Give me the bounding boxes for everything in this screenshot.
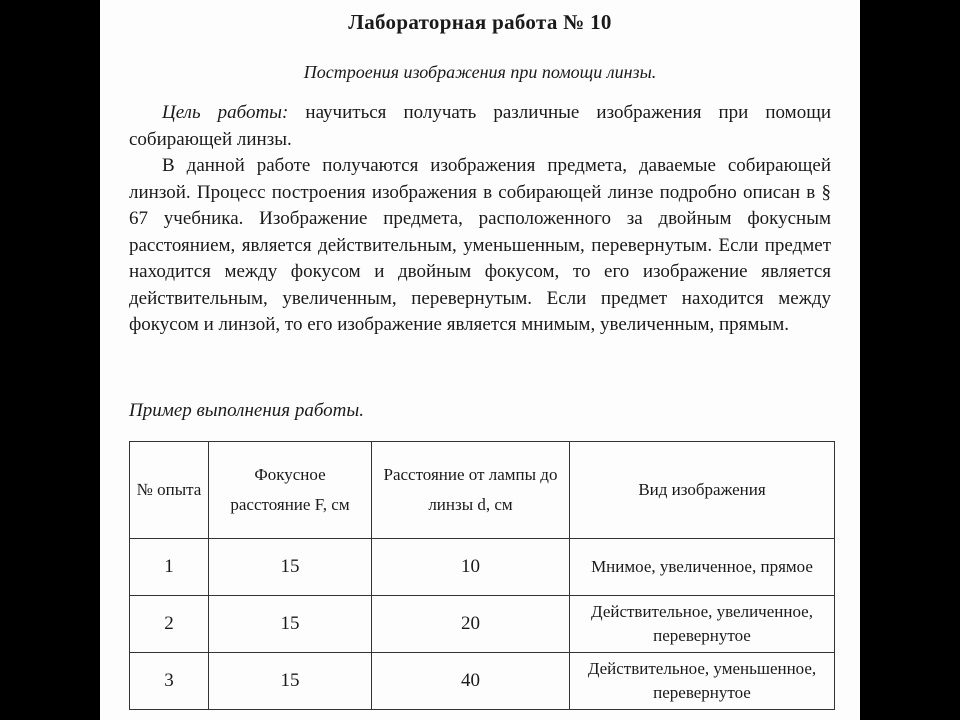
cell-image-type: Мнимое, увеличенное, прямое	[570, 539, 835, 596]
cell-number: 1	[130, 539, 209, 596]
page-subtitle: Построения изображения при помощи линзы.	[303, 62, 657, 82]
table-row	[130, 539, 835, 596]
table-header-row	[130, 442, 835, 539]
cell-focal-length: 15	[209, 653, 372, 710]
table-row	[130, 653, 835, 710]
example-heading: Пример выполнения работы.	[129, 400, 364, 421]
cell-focal-length: 15	[209, 539, 372, 596]
aim-paragraph	[129, 100, 831, 153]
header-distance: Расстояние от лампы до линзы d, см	[372, 442, 570, 539]
cell-distance: 20	[372, 596, 570, 653]
cell-image-type: Действительное, увеличенное, перевернутое	[570, 596, 835, 653]
header-focal-length: Фокусное расстояние F, см	[209, 442, 372, 539]
page-title: Лабораторная работа № 10	[348, 10, 612, 34]
cell-image-type: Действительное, уменьшенное, перевернутое	[570, 653, 835, 710]
aim-text: научиться получать различные изображения при помощи собирающей линзы.	[129, 102, 831, 150]
table-row	[130, 596, 835, 653]
cell-distance: 40	[372, 653, 570, 710]
cell-distance: 10	[372, 539, 570, 596]
cell-focal-length: 15	[209, 596, 372, 653]
cell-number: 3	[130, 653, 209, 710]
body-text	[129, 100, 831, 339]
header-experiment-number: № опыта	[130, 442, 209, 539]
document-page	[100, 0, 860, 720]
cell-number: 2	[130, 596, 209, 653]
description-paragraph: В данной работе получаются изображения предмета, даваемые собирающей линзой. Процесс построения изображения в собирающей линзе подробно описан в § 67 учебника. Изображение предмета, расположенного за двойным фокусным расстоянием, является действительным, уменьшенным, перевернутым. Если предмет находится между фокусом и двойным фокусом, то его изображение является действительным, увеличенным, перевернутым. Если предмет находится между фокусом и линзой, то его изображение является мнимым, увеличенным, прямым.	[129, 155, 831, 335]
aim-label: Цель работы:	[162, 102, 289, 123]
header-image-type: Вид изображения	[570, 442, 835, 539]
results-table	[129, 441, 835, 710]
